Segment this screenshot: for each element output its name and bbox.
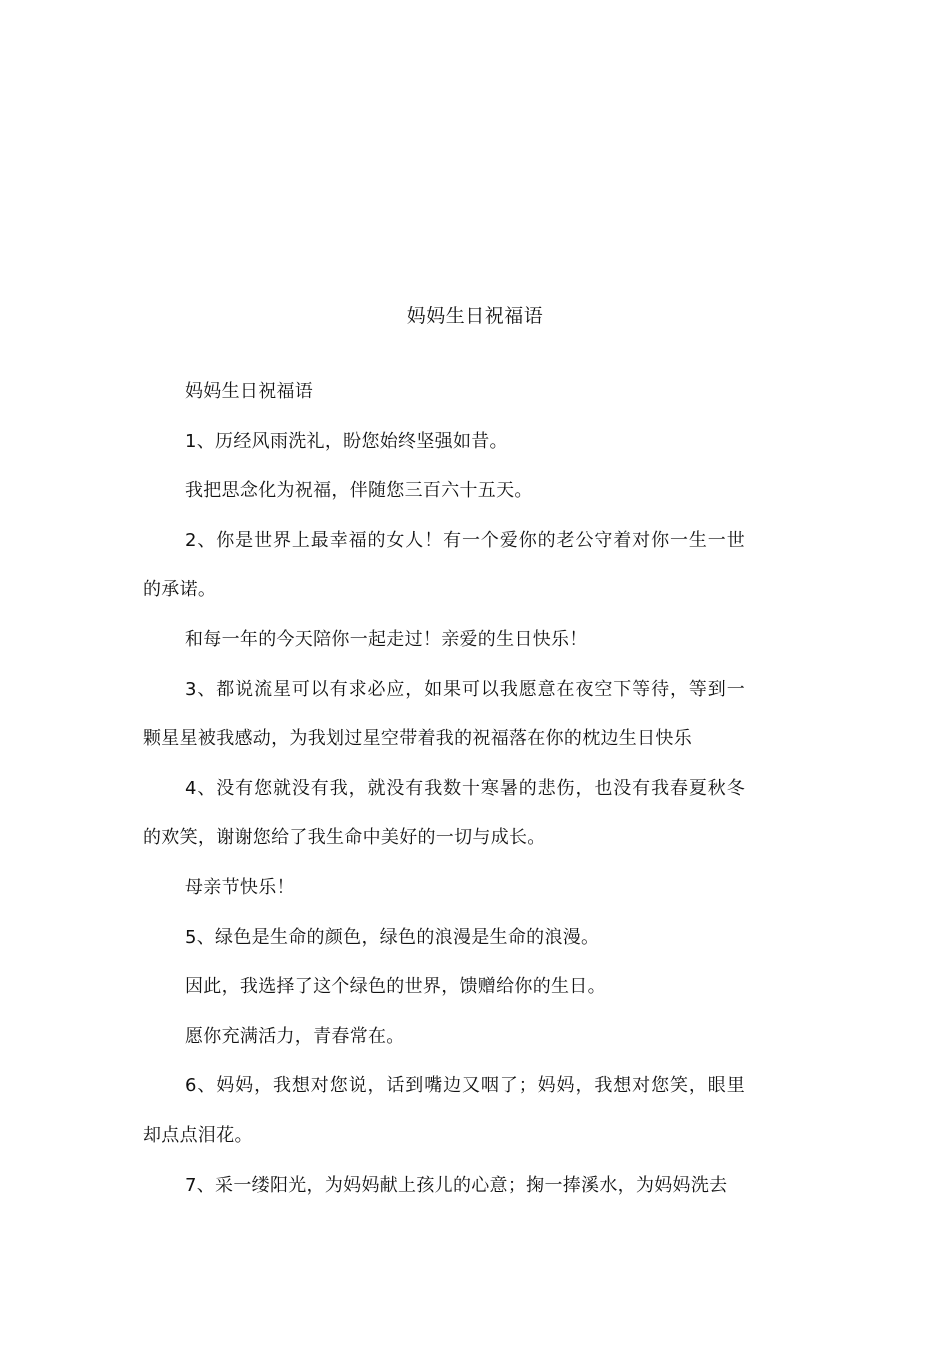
paragraph: 6、妈妈，我想对您说，话到嘴边又咽了；妈妈，我想对您笑，眼里却点点泪花。 — [143, 1075, 745, 1146]
paragraph: 7、采一缕阳光，为妈妈献上孩儿的心意；掬一捧溪水，为妈妈洗去 — [185, 1174, 728, 1196]
paragraph: 母亲节快乐！ — [185, 876, 295, 898]
paragraph: 愿你充满活力，青春常在。 — [185, 1025, 405, 1047]
paragraph: 1、历经风雨洗礼，盼您始终坚强如昔。 — [185, 430, 508, 452]
paragraph: 和每一年的今天陪你一起走过！亲爱的生日快乐！ — [185, 628, 588, 650]
paragraph: 5、绿色是生命的颜色，绿色的浪漫是生命的浪漫。 — [185, 926, 600, 948]
paragraph: 妈妈生日祝福语 — [185, 381, 314, 402]
paragraph: 3、都说流星可以有求必应，如果可以我愿意在夜空下等待，等到一颗星星被我感动，为我划过星空带着我的祝福落在你的枕边生日快乐 — [143, 678, 745, 750]
paragraph: 2、你是世界上最幸福的女人！有一个爱你的老公守着对你一生一世的承诺。 — [143, 529, 745, 601]
paragraph: 因此，我选择了这个绿色的世界，馈赠给你的生日。 — [185, 976, 606, 998]
document-body — [143, 367, 745, 1210]
paragraph: 4、没有您就没有我，就没有我数十寒暑的悲伤，也没有我春夏秋冬的欢笑，谢谢您给了我生命中美好的一切与成长。 — [143, 777, 745, 849]
document-title: 妈妈生日祝福语 — [406, 305, 544, 327]
paragraph: 我把思念化为祝福，伴随您三百六十五天。 — [185, 480, 533, 502]
